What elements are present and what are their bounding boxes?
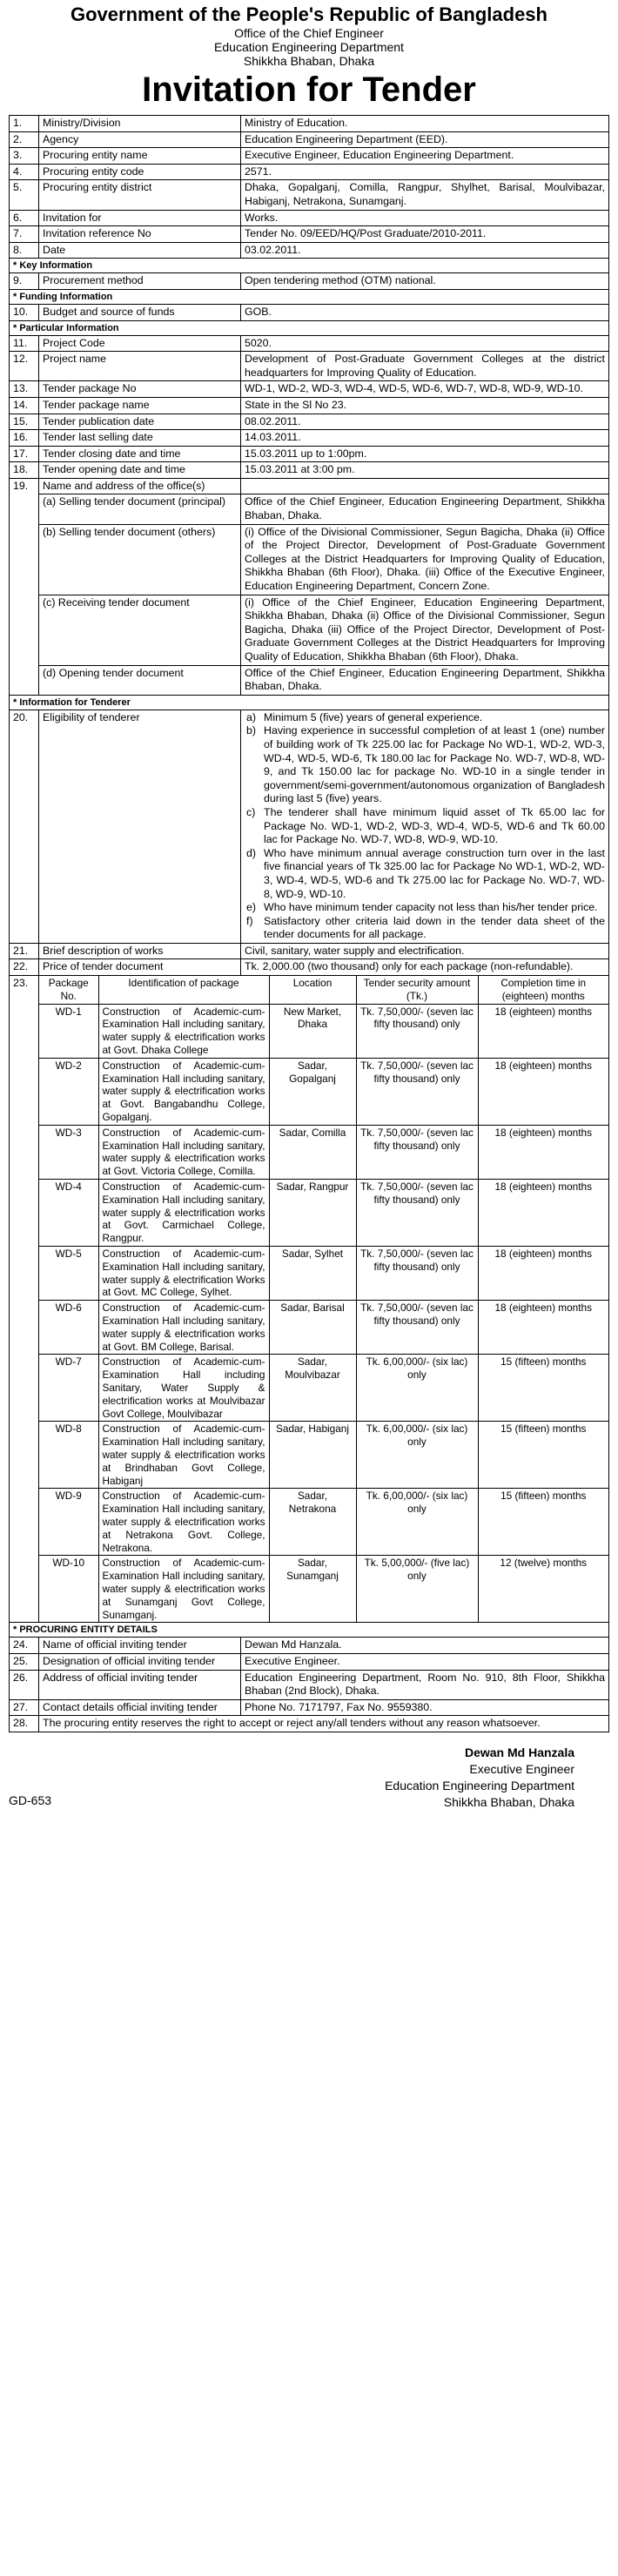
row-value: State in the Sl No 23.	[241, 397, 609, 414]
tender-notice	[9, 0, 609, 1807]
table-row	[10, 976, 609, 1623]
office-sub-value: (i) Office of the Chief Engineer, Education Engineering Department, Shikkha Bhaban, Dhaka (ii) Office of the Divisional Commissioner, Segun Bagicha, Dhaka (iii) Office of the Project Director, Development of Post-Graduate Government Colleges at the District Headquarters for Improving Quality of Education, Shikkha Bhaban (6th Floor), Dhaka.	[241, 595, 609, 665]
package-row	[39, 1125, 608, 1179]
package-location: Sadar, Sylhet	[269, 1247, 356, 1301]
signatory-name: Dewan Md Hanzala	[464, 1745, 574, 1759]
tender-security: Tk. 7,50,000/- (seven lac fifty thousand) only	[356, 1125, 478, 1179]
package-identification: Construction of Academic-cum-Examination Hall including Sanitary, Water Supply & electrification works at Moulvibazar Govt College, Moulvibazar	[98, 1355, 269, 1422]
eligibility-item	[246, 846, 605, 901]
signatory-department: Education Engineering Department	[385, 1778, 574, 1792]
table-row	[10, 430, 609, 447]
package-header-row	[39, 976, 608, 1004]
row-label: Procuring entity code	[39, 164, 241, 180]
package-row	[39, 1355, 608, 1422]
row-number: 26.	[10, 1670, 39, 1699]
office-sub-value: Office of the Chief Engineer, Education Engineering Department, Shikkha Bhaban, Dhaka.	[241, 494, 609, 524]
particular-info-heading: * Particular Information	[10, 320, 609, 335]
row-value: Phone No. 7171797, Fax No. 9559380.	[241, 1699, 609, 1716]
row-value: Executive Engineer, Education Engineering Department.	[241, 148, 609, 165]
row-value: The procuring entity reserves the right to accept or reject any/all tenders without any reason whatsoever.	[39, 1716, 609, 1732]
row-label: Tender publication date	[39, 414, 241, 430]
tender-security: Tk. 6,00,000/- (six lac) only	[356, 1355, 478, 1422]
row-label: Project name	[39, 352, 241, 381]
row-number: 23.	[10, 976, 39, 1623]
procuring-entity-heading: * PROCURING ENTITY DETAILS	[10, 1623, 609, 1638]
row-number: 25.	[10, 1653, 39, 1670]
row-number: 22.	[10, 959, 39, 976]
table-row	[10, 1716, 609, 1732]
completion-time: 18 (eighteen) months	[478, 1058, 608, 1125]
table-row	[10, 478, 609, 494]
package-row	[39, 1004, 608, 1058]
row-label: Ministry/Division	[39, 116, 241, 132]
address-line: Shikkha Bhaban, Dhaka	[243, 54, 375, 68]
table-row	[10, 446, 609, 462]
row-value: WD-1, WD-2, WD-3, WD-4, WD-5, WD-6, WD-7, WD-8, WD-9, WD-10.	[241, 381, 609, 398]
tender-security: Tk. 6,00,000/- (six lac) only	[356, 1489, 478, 1556]
package-row	[39, 1556, 608, 1622]
office-sub-value: (i) Office of the Divisional Commissioner, Segun Bagicha, Dhaka (ii) Office of the Project Director, Development of Post-Graduate Government Colleges at the District Headquarters for Improving Quality of Education, Shikkha Bhaban (6th Floor), Dhaka. (iii) Office of the Executive Engineer, Education Engineering Department, Concern Zone.	[241, 524, 609, 595]
table-row	[10, 1653, 609, 1670]
tender-security: Tk. 7,50,000/- (seven lac fifty thousand) only	[356, 1301, 478, 1355]
row-label: Procuring entity district	[39, 180, 241, 210]
row-value: 14.03.2011.	[241, 430, 609, 447]
package-no: WD-5	[39, 1247, 98, 1301]
package-row	[39, 1058, 608, 1125]
eligibility-marker: a)	[246, 710, 257, 723]
package-no: WD-3	[39, 1125, 98, 1179]
row-value: 15.03.2011 up to 1:00pm.	[241, 446, 609, 462]
completion-time: 18 (eighteen) months	[478, 1247, 608, 1301]
eligibility-text: Who have minimum annual average construction turn over in the last five financial years of Tk 325.00 lac for Package No WD-1, WD-2, WD-3, WD-4, WD-5, WD-6 and Tk 275.00 lac for Package No. WD-7, WD-8, WD-9, WD-10.	[264, 846, 605, 900]
table-row	[10, 352, 609, 381]
table-row	[10, 210, 609, 226]
eligibility-item	[246, 724, 605, 806]
row-label: Invitation for	[39, 210, 241, 226]
row-number: 3.	[10, 148, 39, 165]
table-row	[10, 381, 609, 398]
table-row	[10, 131, 609, 148]
eligibility-marker: f)	[246, 914, 253, 927]
tender-security: Tk. 6,00,000/- (six lac) only	[356, 1422, 478, 1489]
package-row	[39, 1489, 608, 1556]
section-heading	[10, 289, 609, 304]
eligibility-item	[246, 805, 605, 847]
row-value: Dhaka, Gopalganj, Comilla, Rangpur, Shylhet, Barisal, Moulvibazar, Habiganj, Netrakona, Sunamganj.	[241, 180, 609, 210]
tender-security: Tk. 7,50,000/- (seven lac fifty thousand) only	[356, 1004, 478, 1058]
package-location: Sadar, Moulvibazar	[269, 1355, 356, 1422]
eligibility-text: Having experience in successful completion of at least 1 (one) number of building work of Tk 225.00 lac for Package No WD-1, WD-2, WD-3, WD-4, WD-5, WD-6, Tk 180.00 lac for Package No. WD-7, WD-8, WD-9, and Tk 150.00 lac for package No. WD-10 in a single tender in government/semi-government/autonomous organization of Bangladesh during last 5 (five) years.	[264, 724, 605, 805]
row-value: Civil, sanitary, water supply and electrification.	[241, 943, 609, 959]
tender-info-table	[9, 115, 609, 1732]
eligibility-item	[246, 914, 605, 942]
table-row	[10, 710, 609, 943]
tender-security: Tk. 7,50,000/- (seven lac fifty thousand) only	[356, 1247, 478, 1301]
key-info-heading: * Key Information	[10, 259, 609, 273]
package-no: WD-2	[39, 1058, 98, 1125]
tender-security: Tk. 7,50,000/- (seven lac fifty thousand) only	[356, 1180, 478, 1247]
completion-time: 15 (fifteen) months	[478, 1422, 608, 1489]
eligibility-text: The tenderer shall have minimum liquid asset of Tk 65.00 lac for Package No. WD-1, WD-2, WD-3, WD-4, WD-5, WD-6 and Tk 60.00 lac for Package No. WD-7, WD-8, WD-9, WD-10.	[264, 805, 605, 846]
notice-header	[9, 3, 609, 110]
office-line: Office of the Chief Engineer	[234, 26, 384, 40]
package-identification: Construction of Academic-cum-Examination Hall including sanitary, water supply & electrification works at Netrakona Govt. College, Netrakona.	[98, 1489, 269, 1556]
row-label: Brief description of works	[39, 943, 241, 959]
row-value: Tender No. 09/EED/HQ/Post Graduate/2010-2011.	[241, 226, 609, 243]
row-number: 20.	[10, 710, 39, 943]
row-label: Contact details official inviting tender	[39, 1699, 241, 1716]
table-row	[10, 414, 609, 430]
package-location: Sadar, Comilla	[269, 1125, 356, 1179]
completion-time: 15 (fifteen) months	[478, 1489, 608, 1556]
row-label: Name of official inviting tender	[39, 1638, 241, 1654]
completion-time: 18 (eighteen) months	[478, 1180, 608, 1247]
table-row	[10, 462, 609, 479]
package-location: Sadar, Sunamganj	[269, 1556, 356, 1622]
package-row	[39, 1247, 608, 1301]
package-identification: Construction of Academic-cum-Examination Hall including sanitary, water supply & electrification works at Sunamganj Govt College, Sunamganj.	[98, 1556, 269, 1622]
table-row	[10, 959, 609, 976]
package-identification: Construction of Academic-cum-Examination Hall including sanitary, water supply & electrification works at Govt. Carmichael College, Rangpur.	[98, 1180, 269, 1247]
table-row	[10, 524, 609, 595]
row-number: 16.	[10, 430, 39, 447]
table-row	[10, 1699, 609, 1716]
section-heading	[10, 259, 609, 273]
row-value: 2571.	[241, 164, 609, 180]
completion-time: 15 (fifteen) months	[478, 1355, 608, 1422]
column-header: Package No.	[39, 976, 98, 1004]
package-location: Sadar, Rangpur	[269, 1180, 356, 1247]
row-number: 11.	[10, 335, 39, 352]
row-value: Tk. 2,000.00 (two thousand) only for each package (non-refundable).	[241, 959, 609, 976]
row-number: 13.	[10, 381, 39, 398]
row-label: Address of official inviting tender	[39, 1670, 241, 1699]
tender-security: Tk. 5,00,000/- (five lac) only	[356, 1556, 478, 1622]
package-no: WD-8	[39, 1422, 98, 1489]
row-number: 24.	[10, 1638, 39, 1654]
row-label: Date	[39, 242, 241, 259]
office-sub-label: (a) Selling tender document (principal)	[39, 494, 241, 524]
section-heading	[10, 320, 609, 335]
package-location: New Market, Dhaka	[269, 1004, 356, 1058]
row-value: Education Engineering Department (EED).	[241, 131, 609, 148]
package-no: WD-9	[39, 1489, 98, 1556]
column-header: Tender security amount (Tk.)	[356, 976, 478, 1004]
table-row	[10, 148, 609, 165]
table-row	[10, 304, 609, 320]
row-label: Name and address of the office(s)	[39, 478, 241, 494]
row-label: Procuring entity name	[39, 148, 241, 165]
row-number: 9.	[10, 273, 39, 290]
table-row	[10, 665, 609, 695]
eligibility-marker: b)	[246, 724, 257, 737]
eligibility-list-cell	[241, 710, 609, 943]
package-identification: Construction of Academic-cum-Examination Hall including sanitary, water supply & electrification works at Govt. Dhaka College	[98, 1004, 269, 1058]
row-number: 6.	[10, 210, 39, 226]
row-value: 15.03.2011 at 3:00 pm.	[241, 462, 609, 479]
package-location: Sadar, Habiganj	[269, 1422, 356, 1489]
row-number: 8.	[10, 242, 39, 259]
table-row	[10, 164, 609, 180]
row-number: 12.	[10, 352, 39, 381]
row-label: Tender opening date and time	[39, 462, 241, 479]
row-label: Tender closing date and time	[39, 446, 241, 462]
table-row	[10, 1638, 609, 1654]
package-identification: Construction of Academic-cum-Examination Hall including sanitary, water supply & electrification works at Govt. BM College, Barisal.	[98, 1301, 269, 1355]
office-sub-label: (b) Selling tender document (others)	[39, 524, 241, 595]
eligibility-item	[246, 710, 605, 725]
package-location: Sadar, Barisal	[269, 1301, 356, 1355]
package-identification: Construction of Academic-cum-Examination Hall including sanitary, water supply & electrification works at Govt. Bangabandhu College, Gopalganj.	[98, 1058, 269, 1125]
completion-time: 18 (eighteen) months	[478, 1301, 608, 1355]
row-number: 2.	[10, 131, 39, 148]
office-sub-value: Office of the Chief Engineer, Education Engineering Department, Shikkha Bhaban, Dhaka.	[241, 665, 609, 695]
row-number: 1.	[10, 116, 39, 132]
government-heading: Government of the People's Republic of Bangladesh	[71, 3, 547, 25]
office-sub-label: (c) Receiving tender document	[39, 595, 241, 665]
row-label: Budget and source of funds	[39, 304, 241, 320]
completion-time: 12 (twelve) months	[478, 1556, 608, 1622]
row-label: Tender package No	[39, 381, 241, 398]
column-header: Location	[269, 976, 356, 1004]
package-location: Sadar, Gopalganj	[269, 1058, 356, 1125]
row-value: 03.02.2011.	[241, 242, 609, 259]
row-value: GOB.	[241, 304, 609, 320]
package-identification: Construction of Academic-cum-Examination Hall including sanitary, water supply & electrification works at Brindhaban Govt College, Habiganj	[98, 1422, 269, 1489]
row-number: 4.	[10, 164, 39, 180]
signatory-address: Shikkha Bhaban, Dhaka	[443, 1794, 574, 1809]
row-label: Invitation reference No	[39, 226, 241, 243]
eligibility-list	[245, 711, 605, 942]
row-number: 14.	[10, 397, 39, 414]
package-identification: Construction of Academic-cum-Examination Hall including sanitary, water supply & electrification Works at Govt. MC College, Sylhet.	[98, 1247, 269, 1301]
eligibility-text: Who have minimum tender capacity not less than his/her tender price.	[264, 901, 598, 914]
row-number: 28.	[10, 1716, 39, 1732]
eligibility-item	[246, 901, 605, 915]
table-row	[10, 273, 609, 290]
package-no: WD-1	[39, 1004, 98, 1058]
row-value: Works.	[241, 210, 609, 226]
row-value: Education Engineering Department, Room No. 910, 8th Floor, Shikkha Bhaban (2nd Block), Dhaka.	[241, 1670, 609, 1699]
row-value: 08.02.2011.	[241, 414, 609, 430]
section-heading	[10, 1623, 609, 1638]
office-sub-label: (d) Opening tender document	[39, 665, 241, 695]
package-no: WD-6	[39, 1301, 98, 1355]
package-no: WD-7	[39, 1355, 98, 1422]
package-row	[39, 1422, 608, 1489]
table-row	[10, 397, 609, 414]
row-label: Price of tender document	[39, 959, 241, 976]
table-row	[10, 116, 609, 132]
section-heading	[10, 695, 609, 710]
department-line: Education Engineering Department	[214, 40, 404, 54]
package-no: WD-10	[39, 1556, 98, 1622]
row-value: Open tendering method (OTM) national.	[241, 273, 609, 290]
package-table-cell	[39, 976, 609, 1623]
package-table	[39, 976, 608, 1622]
row-label: Tender last selling date	[39, 430, 241, 447]
package-location: Sadar, Netrakona	[269, 1489, 356, 1556]
signatory-designation: Executive Engineer	[469, 1761, 574, 1776]
row-label: Project Code	[39, 335, 241, 352]
row-value: Executive Engineer.	[241, 1653, 609, 1670]
table-row	[10, 242, 609, 259]
row-number: 5.	[10, 180, 39, 210]
eligibility-marker: c)	[246, 805, 256, 818]
table-row	[10, 1670, 609, 1699]
table-row	[10, 494, 609, 524]
table-row	[10, 943, 609, 959]
row-value: Development of Post-Graduate Government Colleges at the district headquarters for Improving Quality of Education.	[241, 352, 609, 381]
eligibility-marker: d)	[246, 846, 257, 859]
tenderer-info-heading: * Information for Tenderer	[10, 695, 609, 710]
eligibility-text: Minimum 5 (five) years of general experience.	[264, 710, 483, 723]
row-number: 21.	[10, 943, 39, 959]
completion-time: 18 (eighteen) months	[478, 1125, 608, 1179]
row-label: Procurement method	[39, 273, 241, 290]
row-number: 17.	[10, 446, 39, 462]
column-header: Identification of package	[98, 976, 269, 1004]
row-value-empty	[241, 478, 609, 494]
row-label: Agency	[39, 131, 241, 148]
table-row	[10, 335, 609, 352]
page-title: Invitation for Tender	[142, 71, 476, 109]
column-header: Completion time in (eighteen) months	[478, 976, 608, 1004]
completion-time: 18 (eighteen) months	[478, 1004, 608, 1058]
row-number: 10.	[10, 304, 39, 320]
row-label: Designation of official inviting tender	[39, 1653, 241, 1670]
package-row	[39, 1180, 608, 1247]
row-value: Dewan Md Hanzala.	[241, 1638, 609, 1654]
row-label: Eligibility of tenderer	[39, 710, 241, 943]
row-label: Tender package name	[39, 397, 241, 414]
funding-info-heading: * Funding Information	[10, 289, 609, 304]
row-value: 5020.	[241, 335, 609, 352]
row-number: 18.	[10, 462, 39, 479]
tender-security: Tk. 7,50,000/- (seven lac fifty thousand) only	[356, 1058, 478, 1125]
row-number: 15.	[10, 414, 39, 430]
row-number: 19.	[10, 478, 39, 695]
package-identification: Construction of Academic-cum-Examination Hall including sanitary, water supply & electrification works at Govt. Victoria College, Comilla.	[98, 1125, 269, 1179]
row-number: 7.	[10, 226, 39, 243]
eligibility-text: Satisfactory other criteria laid down in the tender data sheet of the tender documents for all package.	[264, 914, 605, 941]
eligibility-marker: e)	[246, 901, 257, 914]
package-row	[39, 1301, 608, 1355]
row-number: 27.	[10, 1699, 39, 1716]
table-row	[10, 180, 609, 210]
package-no: WD-4	[39, 1180, 98, 1247]
footer-code: GD-653	[9, 1792, 52, 1807]
row-value: Ministry of Education.	[241, 116, 609, 132]
table-row	[10, 226, 609, 243]
table-row	[10, 595, 609, 665]
